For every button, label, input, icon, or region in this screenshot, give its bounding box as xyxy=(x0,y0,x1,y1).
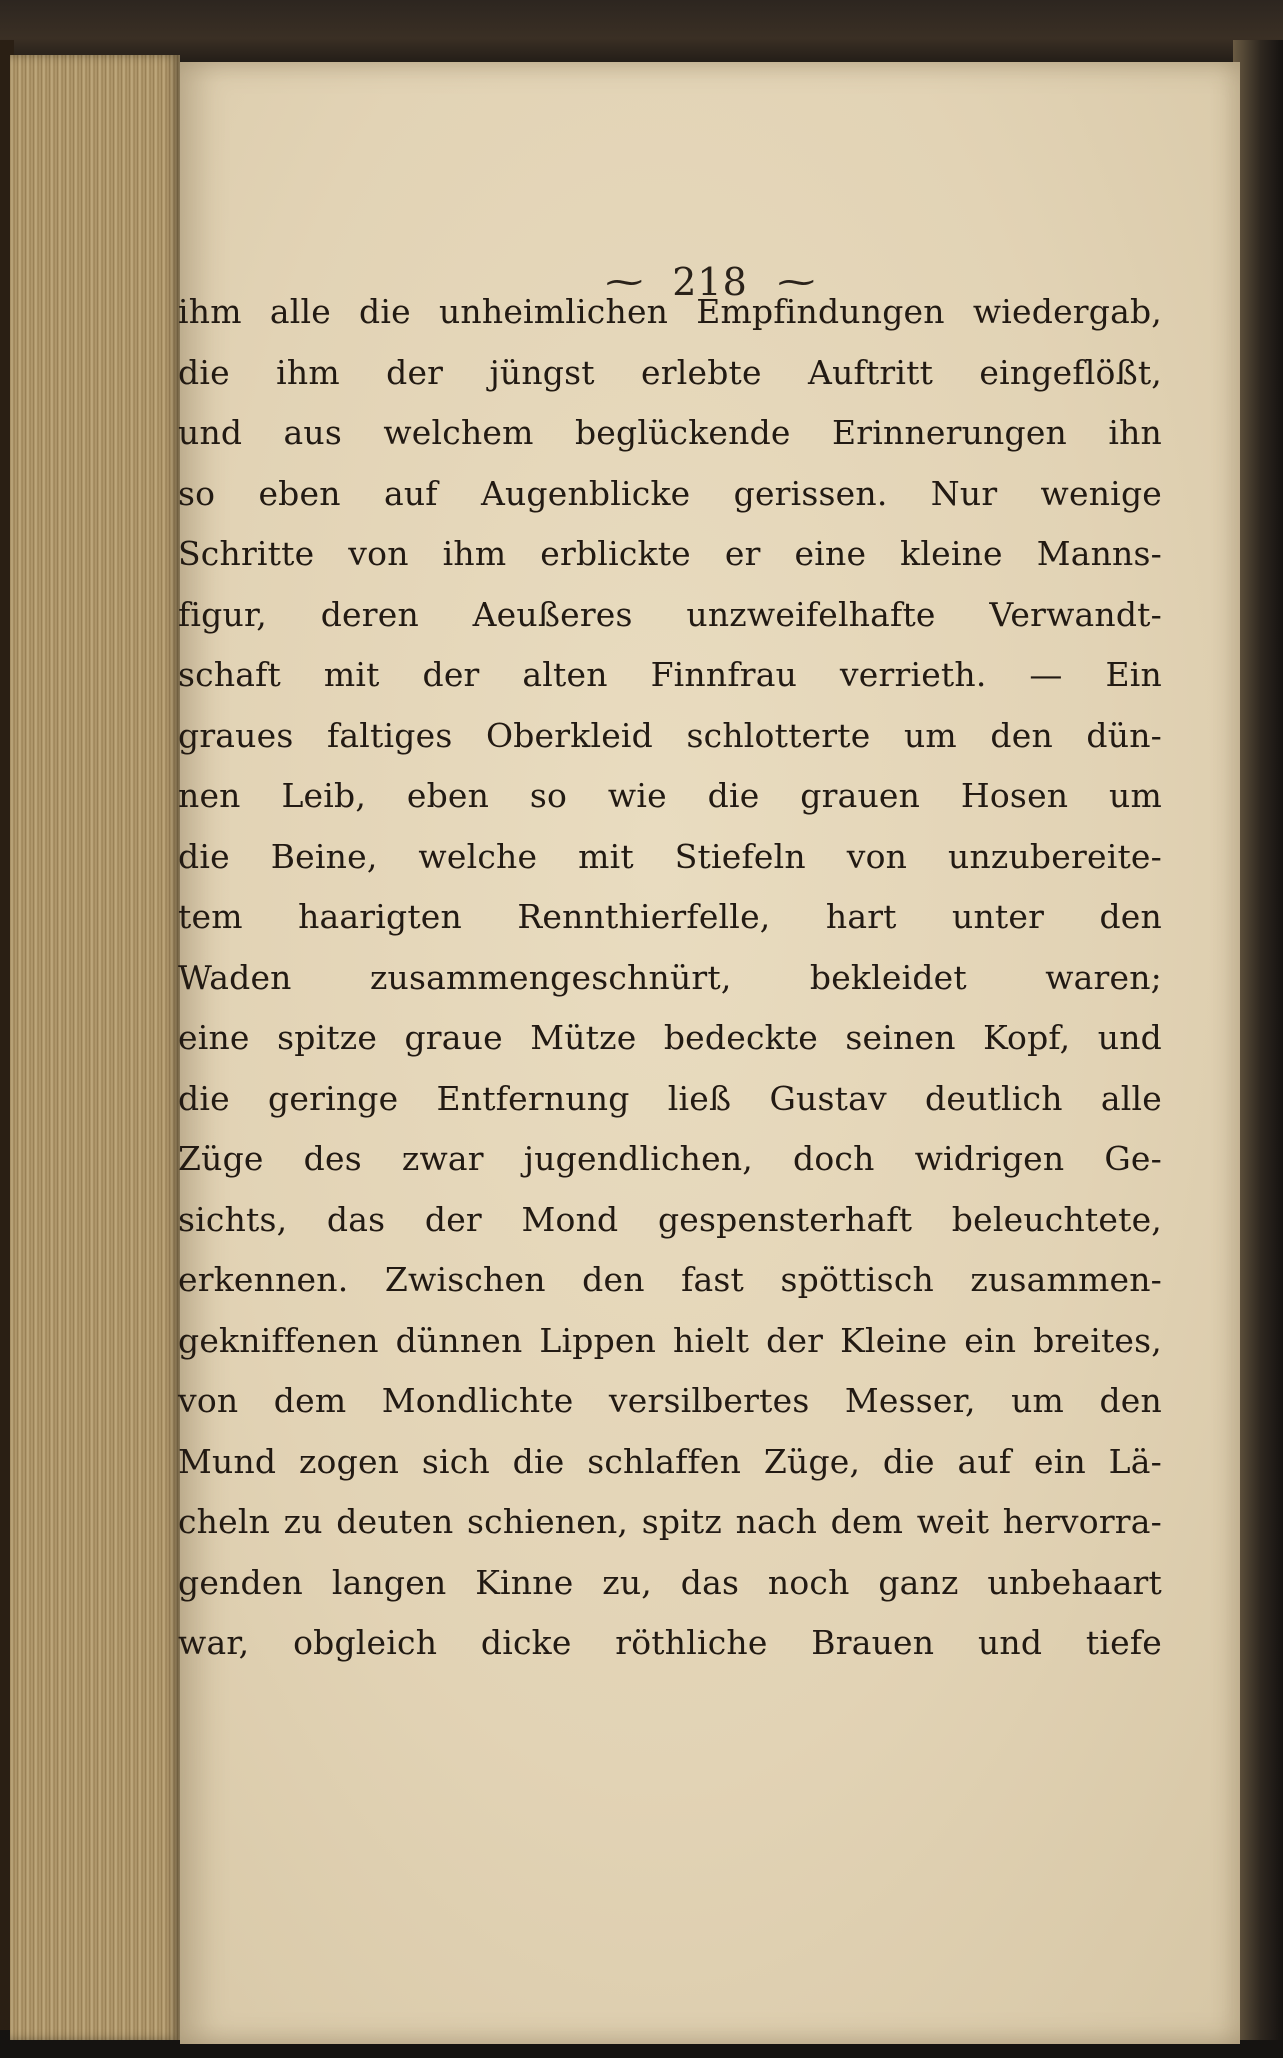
text-line: so eben auf Augenblicke gerissen. Nur wenige xyxy=(178,473,1162,513)
text-line: Waden zusammengeschnürt, bekleidet waren; xyxy=(178,957,1162,997)
text-line: erkennen. Zwischen den fast spöttisch zusammen- xyxy=(178,1260,1162,1299)
page-stack-edges xyxy=(10,55,180,2040)
text-line: Züge des zwar jugendlichen, doch widrigen Ge- xyxy=(178,1139,1162,1178)
text-line: graues faltiges Oberkleid schlotterte um den dün- xyxy=(178,715,1162,755)
text-line: cheln zu deuten schienen, spitz nach dem weit hervorra- xyxy=(178,1502,1162,1541)
body-text xyxy=(178,282,1162,1674)
text-line: schaft mit der alten Finnfrau verrieth. — Ein xyxy=(178,655,1162,694)
text-line: eine spitze graue Mütze bedeckte seinen Kopf, und xyxy=(178,1018,1162,1057)
text-line: Mund zogen sich die schlaffen Züge, die auf ein Lä- xyxy=(178,1441,1162,1481)
text-line: gekniffenen dünnen Lippen hielt der Kleine ein breites, xyxy=(178,1320,1162,1360)
left-flourish-ornament: ~ xyxy=(601,262,647,302)
text-line: die geringe Entfernung ließ Gustav deutlich alle xyxy=(178,1078,1162,1118)
text-line: ihm alle die unheimlichen Empfindungen wiedergab, xyxy=(178,292,1162,331)
binding-shadow xyxy=(0,0,1283,70)
text-line: figur, deren Aeußeres unzweifelhafte Verwandt- xyxy=(178,594,1162,634)
text-line: die Beine, welche mit Stiefeln von unzubereite- xyxy=(178,836,1162,876)
text-line: die ihm der jüngst erlebte Auftritt eingeflößt, xyxy=(178,352,1162,392)
text-line: Schritte von ihm erblickte er eine kleine Manns- xyxy=(178,534,1162,573)
text-line: nen Leib, eben so wie die grauen Hosen um xyxy=(178,776,1162,815)
text-line: genden langen Kinne zu, das noch ganz unbehaart xyxy=(178,1562,1162,1602)
page-number: 218 xyxy=(672,260,748,304)
text-line: von dem Mondlichte versilbertes Messer, um den xyxy=(178,1381,1162,1420)
right-flourish-ornament: ~ xyxy=(773,262,819,302)
text-line: war, obgleich dicke röthliche Brauen und tiefe xyxy=(178,1623,1162,1662)
right-gutter-shadow xyxy=(1233,40,1283,2040)
text-line: sichts, das der Mond gespensterhaft beleuchtete, xyxy=(178,1199,1162,1239)
text-line: tem haarigten Rennthierfelle, hart unter den xyxy=(178,897,1162,936)
text-line: und aus welchem beglückende Erinnerungen ihn xyxy=(178,413,1162,452)
